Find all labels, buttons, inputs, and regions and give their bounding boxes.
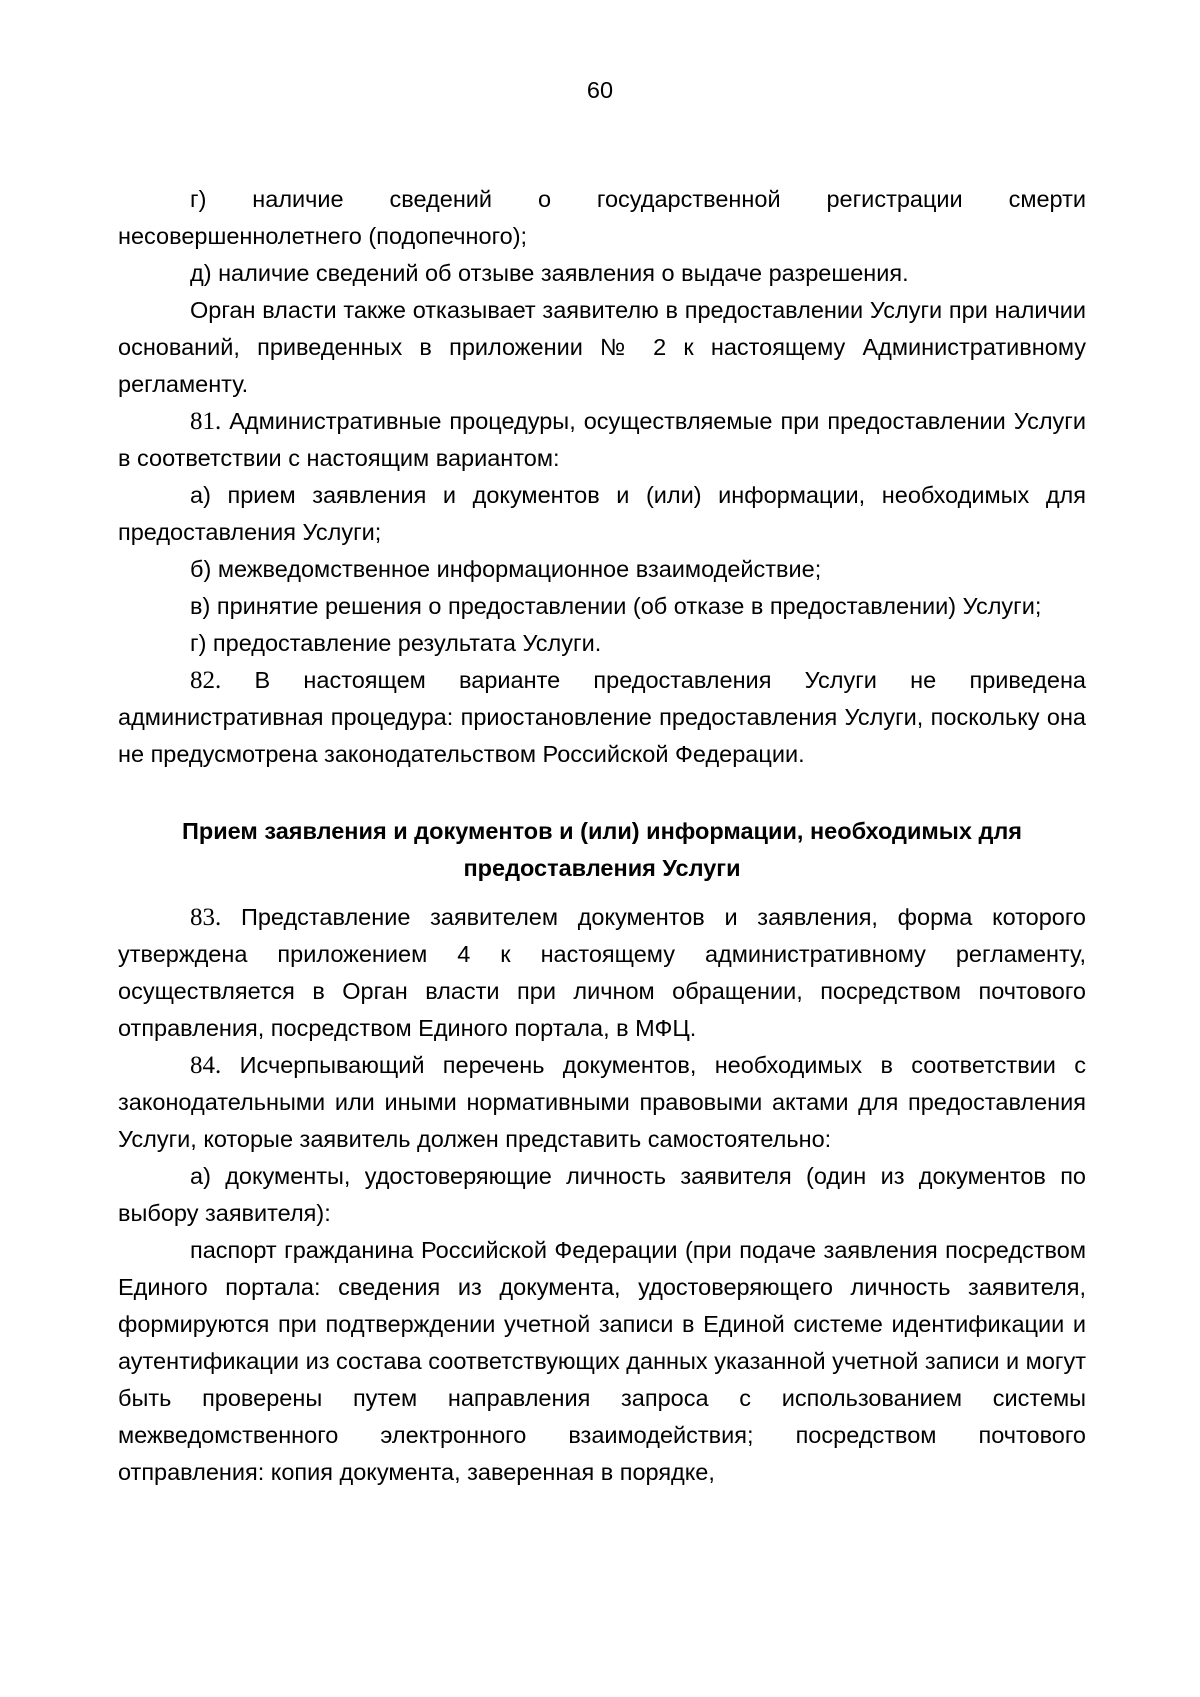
item-83-number: 83. [190, 904, 222, 931]
paragraph-refusal-d: д) наличие сведений об отзыве заявления о выдаче разрешения. [190, 260, 909, 286]
item-83 [118, 899, 1086, 1047]
item-84 [118, 1047, 1086, 1158]
paragraph-refusal-extra: Орган власти также отказывает заявителю в предоставлении Услуги при наличии оснований, приведенных в приложении № 2 к настоящему Административному регламенту. [118, 297, 1086, 397]
paragraph-refusal-g: г) наличие сведений о государственной регистрации смерти несовершеннолетнего (подопечного); [118, 186, 1086, 249]
item-81-number: 81. [190, 408, 222, 435]
item-82-text: В настоящем варианте предоставления Услуги не приведена административная процедура: приостановление предоставления Услуги, поскольку она не предусмотрена законодательством Российской Федерации. [118, 667, 1086, 767]
item-81-b: б) межведомственное информационное взаимодействие; [190, 556, 822, 582]
page-number: 60 [586, 77, 614, 103]
section-heading-line2: предоставления Услуги [463, 855, 741, 881]
item-81-a: а) прием заявления и документов и (или) информации, необходимых для предоставления Услуги; [118, 482, 1086, 545]
item-84-text: Исчерпывающий перечень документов, необходимых в соответствии с законодательными или иными нормативными правовыми актами для предоставления Услуги, которые заявитель должен представить самостоятельно: [118, 1052, 1086, 1152]
document-body [118, 181, 1086, 1491]
section-heading [118, 813, 1086, 887]
item-84-number: 84. [190, 1052, 222, 1079]
item-82-number: 82. [190, 667, 222, 694]
item-82 [118, 662, 1086, 773]
item-81-v: в) принятие решения о предоставлении (об отказе в предоставлении) Услуги; [190, 593, 1042, 619]
item-83-text: Представление заявителем документов и заявления, форма которого утверждена приложением 4 к настоящему административному регламенту, осуществляется в Орган власти при личном обращении, посредством почтового отправления, посредством Единого портала, в МФЦ. [118, 904, 1086, 1041]
item-81-g: г) предоставление результата Услуги. [190, 630, 602, 656]
passport-paragraph: паспорт гражданина Российской Федерации (при подаче заявления посредством Единого портала: сведения из документа, удостоверяющего личность заявителя, формируются при подтверждении учетной записи в Единой системе идентификации и аутентификации из состава соответствующих данных указанной учетной записи и могут быть проверены путем направления запроса с использованием системы межведомственного электронного взаимодействия; посредством почтового отправления: копия документа, заверенная в порядке, [118, 1237, 1086, 1485]
item-81-text: Административные процедуры, осуществляемые при предоставлении Услуги в соответствии с настоящим вариантом: [118, 408, 1087, 471]
item-81 [118, 403, 1086, 477]
section-heading-line1: Прием заявления и документов и (или) информации, необходимых для [181, 818, 1023, 844]
item-84-a: а) документы, удостоверяющие личность заявителя (один из документов по выбору заявителя): [118, 1163, 1086, 1226]
